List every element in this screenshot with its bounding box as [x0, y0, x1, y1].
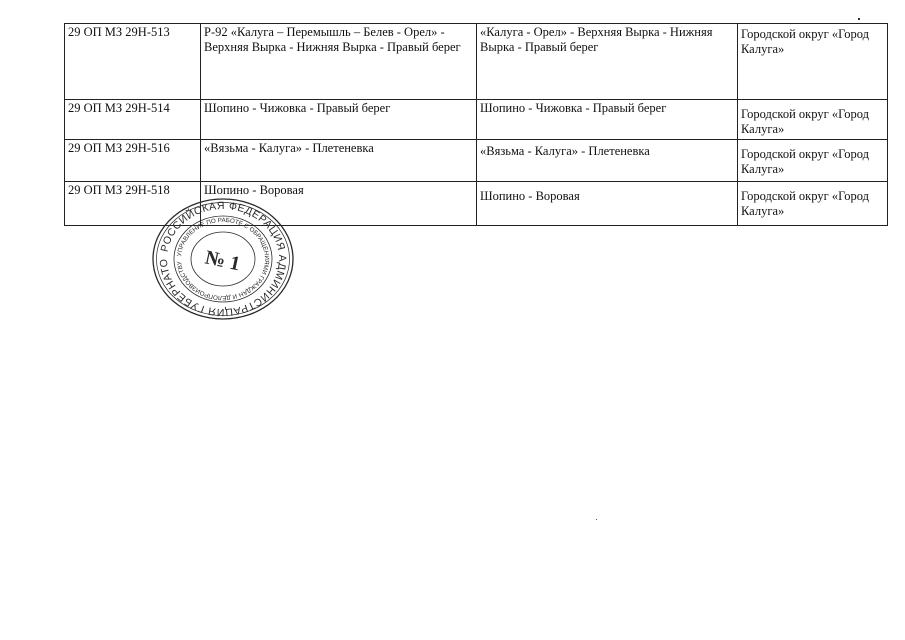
district-text: Городской округ «Город Калуга»	[741, 189, 869, 218]
road-route-cell: Шопино - Чижовка - Правый берег	[201, 100, 477, 140]
road-short-route-cell	[477, 140, 738, 182]
table-row	[65, 100, 888, 140]
road-route-cell: Р-92 «Калуга – Перемышль – Белев - Орел» - Верхняя Вырка - Нижняя Вырка - Правый берег	[201, 24, 477, 100]
table-row	[65, 140, 888, 182]
district-cell	[738, 100, 888, 140]
scan-mark	[596, 519, 597, 520]
district-text: Городской округ «Город Калуга»	[741, 107, 869, 136]
seal-inner-text: УПРАВЛЕНИЕ ПО РАБОТЕ С ОБРАЩЕНИЯМИ ГРАЖДАН И ДЕЛОПРОИЗВОДСТВУ	[176, 216, 271, 302]
district-text: Городской округ «Город Калуга»	[741, 27, 869, 56]
road-short-route-text: Шопино - Чижовка - Правый берег	[480, 101, 667, 115]
district-text: Городской округ «Город Калуга»	[741, 147, 869, 176]
road-code-cell: 29 ОП МЗ 29Н-516	[65, 140, 201, 182]
road-route-cell: «Вязьма - Калуга» - Плетеневка	[201, 140, 477, 182]
road-short-route-text: «Калуга - Орел» - Верхняя Вырка - Нижняя Вырка - Правый берег	[480, 25, 713, 54]
district-cell	[738, 24, 888, 100]
road-short-route-text: Шопино - Воровая	[480, 189, 580, 203]
official-seal	[148, 197, 298, 322]
table-row	[65, 24, 888, 100]
district-cell	[738, 140, 888, 182]
scan-mark	[858, 18, 860, 20]
road-short-route-cell	[477, 182, 738, 226]
seal-outer-text: РОССИЙСКАЯ ФЕДЕРАЦИЯ АДМИНИСТРАЦИЯ ГУБЕРНАТО	[157, 199, 289, 319]
seal-number: № 1	[203, 246, 243, 276]
road-code-cell: 29 ОП МЗ 29Н-514	[65, 100, 201, 140]
road-short-route-cell	[477, 24, 738, 100]
road-code-cell: 29 ОП МЗ 29Н-518	[65, 182, 201, 226]
road-short-route-cell	[477, 100, 738, 140]
road-short-route-text: «Вязьма - Калуга» - Плетеневка	[480, 144, 650, 158]
road-code-cell: 29 ОП МЗ 29Н-513	[65, 24, 201, 100]
seal-graphic	[148, 197, 298, 322]
roads-table	[64, 23, 888, 226]
district-cell	[738, 182, 888, 226]
road-route-cell: Шопино - Воровая	[201, 182, 477, 226]
